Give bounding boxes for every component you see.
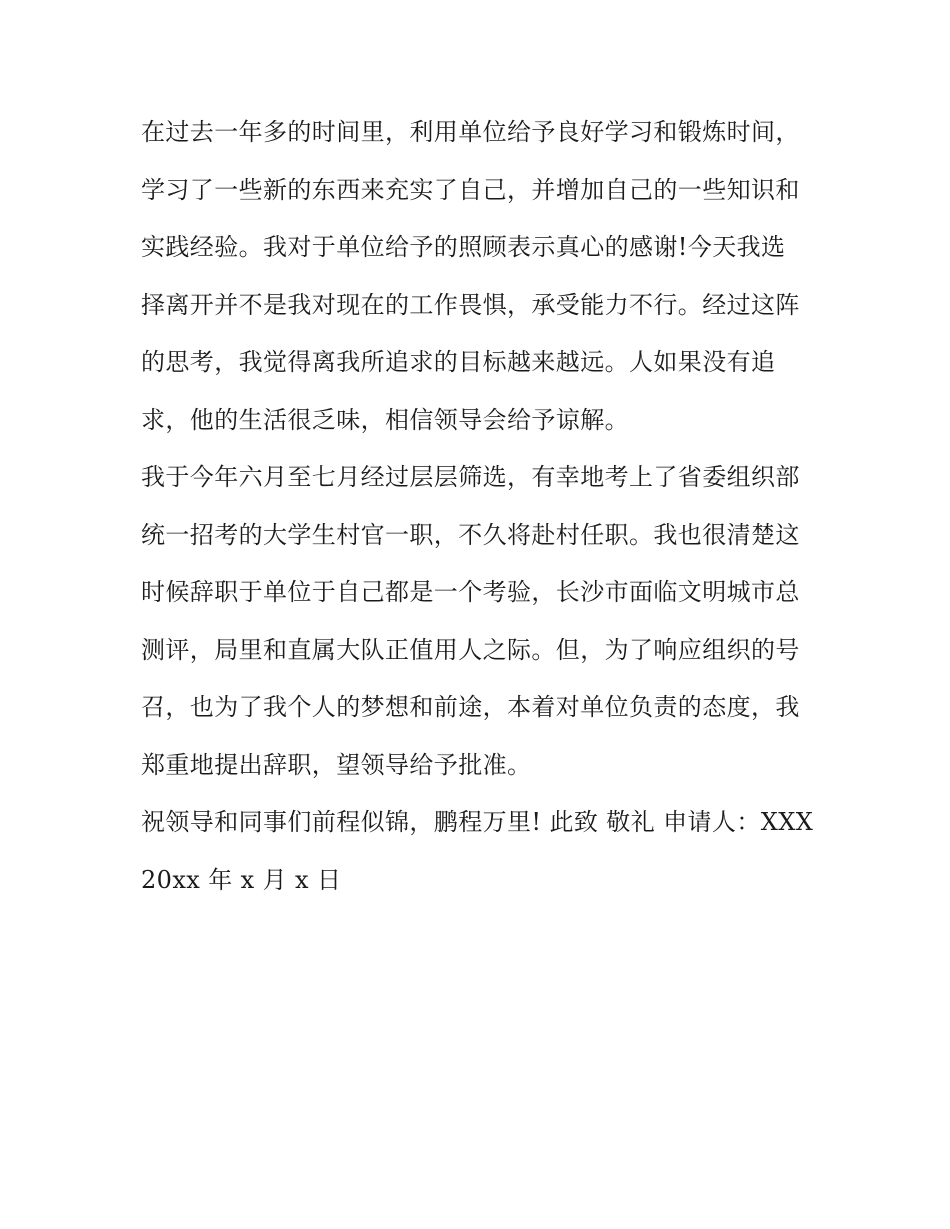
text-line: 召，也为了我个人的梦想和前途，本着对单位负责的态度，我 <box>141 693 800 721</box>
text-line: 在过去一年多的时间里，利用单位给予良好学习和锻炼时间， <box>141 118 800 146</box>
text-line: 实践经验。我对于单位给予的照顾表示真心的感谢!今天我选 <box>141 233 786 261</box>
closing-line: 祝领导和同事们前程似锦，鹏程万里! 此致 敬礼 申请人：XXX <box>141 808 814 836</box>
text-line: 郑重地提出辞职，望领导给予批准。 <box>141 750 532 779</box>
text-line: 求，他的生活很乏味，相信领导会给予谅解。 <box>141 405 629 434</box>
text-line: 统一招考的大学生村官一职，不久将赴村任职。我也很清楚这 <box>141 520 800 549</box>
paragraph-intro <box>141 104 813 449</box>
text-line: 择离开并不是我对现在的工作畏惧，承受能力不行。经过这阵 <box>141 290 800 319</box>
text-line: 我于今年六月至七月经过层层筛选，有幸地考上了省委组织部 <box>141 463 800 491</box>
text-line: 测评，局里和直属大队正值用人之际。但，为了响应组织的号 <box>141 635 800 664</box>
text-line: 时候辞职于单位于自己都是一个考验，长沙市面临文明城市总 <box>141 578 800 606</box>
paragraph-reason <box>141 449 813 794</box>
text-line: 的思考，我觉得离我所追求的目标越来越远。人如果没有追 <box>141 348 776 376</box>
paragraph-closing <box>141 794 813 909</box>
text-line: 学习了一些新的东西来充实了自己，并增加自己的一些知识和 <box>141 175 800 204</box>
date-line: 20xx 年 x 月 x 日 <box>141 865 342 894</box>
letter-body <box>141 104 813 909</box>
